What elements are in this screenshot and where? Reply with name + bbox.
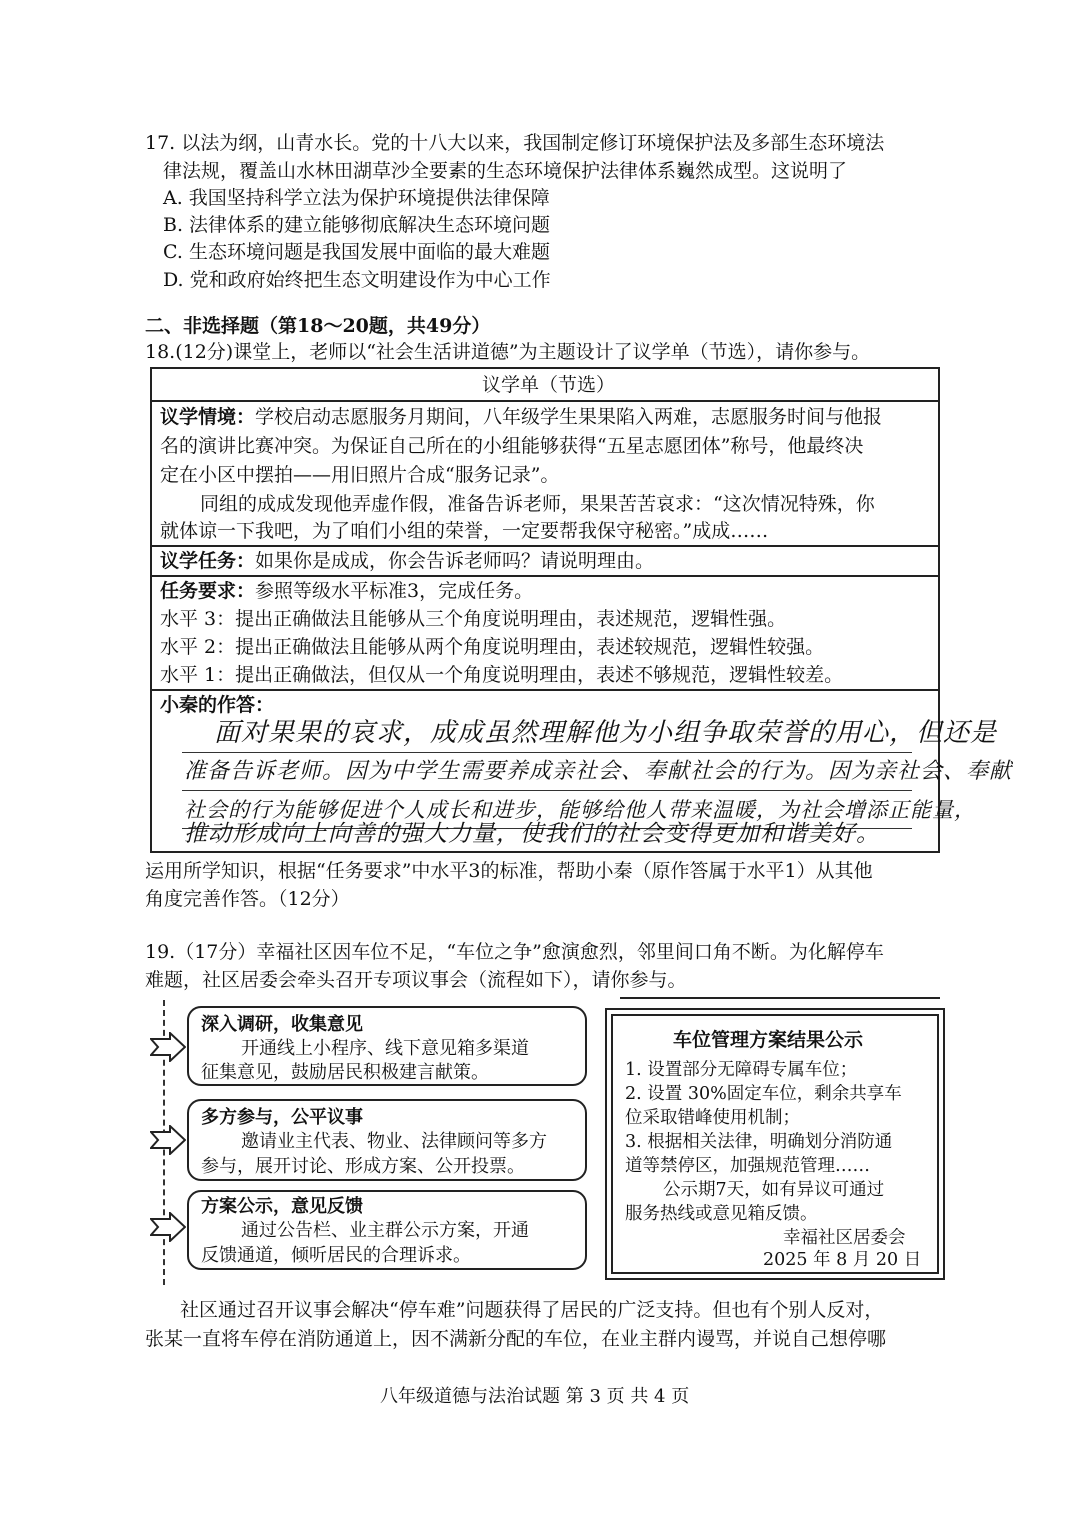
q18-stem: 18.(12分)课堂上，老师以“社会生活讲道德”为主题设计了议学单（节选），请你参与。 bbox=[145, 341, 871, 363]
flow-step-1 bbox=[187, 1006, 587, 1086]
level-3: 水平 3：提出正确做法且能够从三个角度说明理由，表述规范，逻辑性强。 bbox=[160, 608, 787, 630]
flow-arrow-icon bbox=[150, 1032, 186, 1062]
flow-arrow-icon bbox=[150, 1125, 186, 1155]
q18-after-line1: 运用所学知识，根据“任务要求”中水平3的标准，帮助小秦（原作答属于水平1）从其他 bbox=[145, 860, 873, 882]
notice-line3: 位采取错峰使用机制； bbox=[625, 1108, 800, 1128]
scenario-line4: 同组的成成发现他弄虚作假，准备告诉老师，果果苦苦哀求：“这次情况特殊，你 bbox=[200, 493, 875, 515]
q19-stem-line1: 19.（17分）幸福社区因车位不足，“车位之争”愈演愈烈，邻里间口角不断。为化解停车 bbox=[145, 941, 884, 963]
handwritten-line1: 面对果果的哀求，成成虽然理解他为小组争取荣誉的用心，但还是 bbox=[214, 718, 998, 748]
q17-option-c: C. 生态环境问题是我国发展中面临的最大难题 bbox=[163, 241, 550, 263]
notice-line6: 公示期7天，如有异议可通过 bbox=[663, 1180, 885, 1200]
handwritten-line4: 推动形成向上向善的强大力量，使我们的社会变得更加和谐美好。 bbox=[184, 821, 880, 847]
requirement-label: 任务要求： bbox=[160, 580, 256, 602]
handwritten-line3: 社会的行为能够促进个人成长和进步，能够给他人带来温暖，为社会增添正能量， bbox=[184, 798, 976, 822]
step-2-text-line1: 邀请业主代表、物业、法律顾问等多方 bbox=[241, 1131, 547, 1152]
sheet-divider bbox=[152, 400, 938, 402]
scenario-line3: 定在小区中摆拍——用旧照片合成“服务记录”。 bbox=[160, 464, 560, 486]
q17-option-a: A. 我国坚持科学立法为保护环境提供法律保障 bbox=[163, 187, 550, 209]
sheet-title: 议学单（节选） bbox=[482, 374, 616, 396]
q19-paragraph-line2: 张某一直将车停在消防通道上，因不满新分配的车位，在业主群内谩骂，并说自己想停哪 bbox=[145, 1328, 887, 1350]
step-3-title: 方案公示，意见反馈 bbox=[201, 1196, 363, 1217]
level-1: 水平 1：提出正确做法，但仅从一个角度说明理由，表述不够规范，逻辑性较差。 bbox=[160, 664, 844, 686]
q17-option-d: D. 党和政府始终把生态文明建设作为中心工作 bbox=[163, 269, 551, 291]
notice-line4: 3. 根据相关法律，明确划分消防通 bbox=[625, 1132, 893, 1152]
q19-paragraph-line1: 社区通过召开议事会解决“停车难”问题获得了居民的广泛支持。但也有个别人反对， bbox=[180, 1299, 884, 1321]
q17-option-b: B. 法律体系的建立能够彻底解决生态环境问题 bbox=[163, 214, 551, 236]
q17-stem-line2: 律法规，覆盖山水林田湖草沙全要素的生态环境保护法律体系巍然成型。这说明了 bbox=[163, 160, 848, 182]
writing-underline bbox=[182, 790, 912, 791]
handwritten-line2: 准备告诉老师。因为中学生需要养成亲社会、奉献社会的行为。因为亲社会、奉献 bbox=[184, 759, 1013, 784]
step-1-text-line2: 征集意见，鼓励居民积极建言献策。 bbox=[201, 1062, 489, 1083]
flow-step-2 bbox=[187, 1099, 587, 1181]
scenario-line2: 名的演讲比赛冲突。为保证自己所在的小组能够获得“五星志愿团体”称号，他最终决 bbox=[160, 435, 864, 457]
section2-heading: 二、非选择题（第18～20题，共49分） bbox=[145, 315, 491, 337]
step-1-text-line1: 开通线上小程序、线下意见箱多渠道 bbox=[241, 1038, 529, 1059]
notice-board bbox=[611, 1014, 939, 1274]
flow-arrow-icon bbox=[150, 1212, 186, 1242]
scenario-label: 议学情境： bbox=[160, 406, 256, 428]
notice-line2: 2. 设置 30%固定车位，剩余共享车 bbox=[625, 1084, 902, 1104]
page-footer: 八年级道德与法治试题 第 3 页 共 4 页 bbox=[380, 1386, 690, 1407]
q18-after-line2: 角度完善作答。（12分） bbox=[145, 888, 350, 910]
answer-label: 小秦的作答： bbox=[160, 694, 275, 716]
step-1-title: 深入调研，收集意见 bbox=[201, 1014, 363, 1035]
level-2: 水平 2：提出正确做法且能够从两个角度说明理由，表述较规范，逻辑性较强。 bbox=[160, 636, 825, 658]
flow-step-3 bbox=[187, 1190, 587, 1270]
task-text: 如果你是成成，你会告诉老师吗？请说明理由。 bbox=[255, 550, 655, 572]
notice-title: 车位管理方案结果公示 bbox=[673, 1029, 864, 1051]
notice-line5: 道等禁停区，加强规范管理…… bbox=[625, 1156, 870, 1176]
notice-signer: 幸福社区居委会 bbox=[783, 1228, 906, 1248]
step-3-text-line1: 通过公告栏、业主群公示方案，开通 bbox=[241, 1220, 529, 1241]
writing-underline bbox=[182, 752, 912, 753]
q17-stem-line1: 17. 以法为纲，山青水长。党的十八大以来，我国制定修订环境保护法及多部生态环境法 bbox=[145, 132, 885, 154]
notice-date: 2025 年 8 月 20 日 bbox=[763, 1250, 922, 1270]
notice-line7: 服务热线或意见箱反馈。 bbox=[625, 1204, 818, 1224]
task-label: 议学任务： bbox=[160, 550, 256, 572]
scenario-line5: 就体谅一下我吧，为了咱们小组的荣誉，一定要帮我保守秘密。”成成…… bbox=[160, 520, 769, 542]
step-3-text-line2: 反馈通道，倾听居民的合理诉求。 bbox=[201, 1245, 471, 1266]
requirement-text: 参照等级水平标准3，完成任务。 bbox=[255, 580, 534, 602]
discussion-sheet-table bbox=[150, 367, 1013, 853]
q19-stem-line2: 难题，社区居委会牵头召开专项议事会（流程如下），请你参与。 bbox=[145, 969, 687, 991]
notice-line1: 1. 设置部分无障碍专属车位； bbox=[625, 1060, 858, 1080]
step-2-title: 多方参与，公平议事 bbox=[201, 1107, 363, 1128]
scenario-line1: 学校启动志愿服务月期间，八年级学生果果陷入两难，志愿服务时间与他报 bbox=[255, 406, 883, 428]
step-2-text-line2: 参与，展开讨论、形成方案、公开投票。 bbox=[201, 1156, 525, 1177]
